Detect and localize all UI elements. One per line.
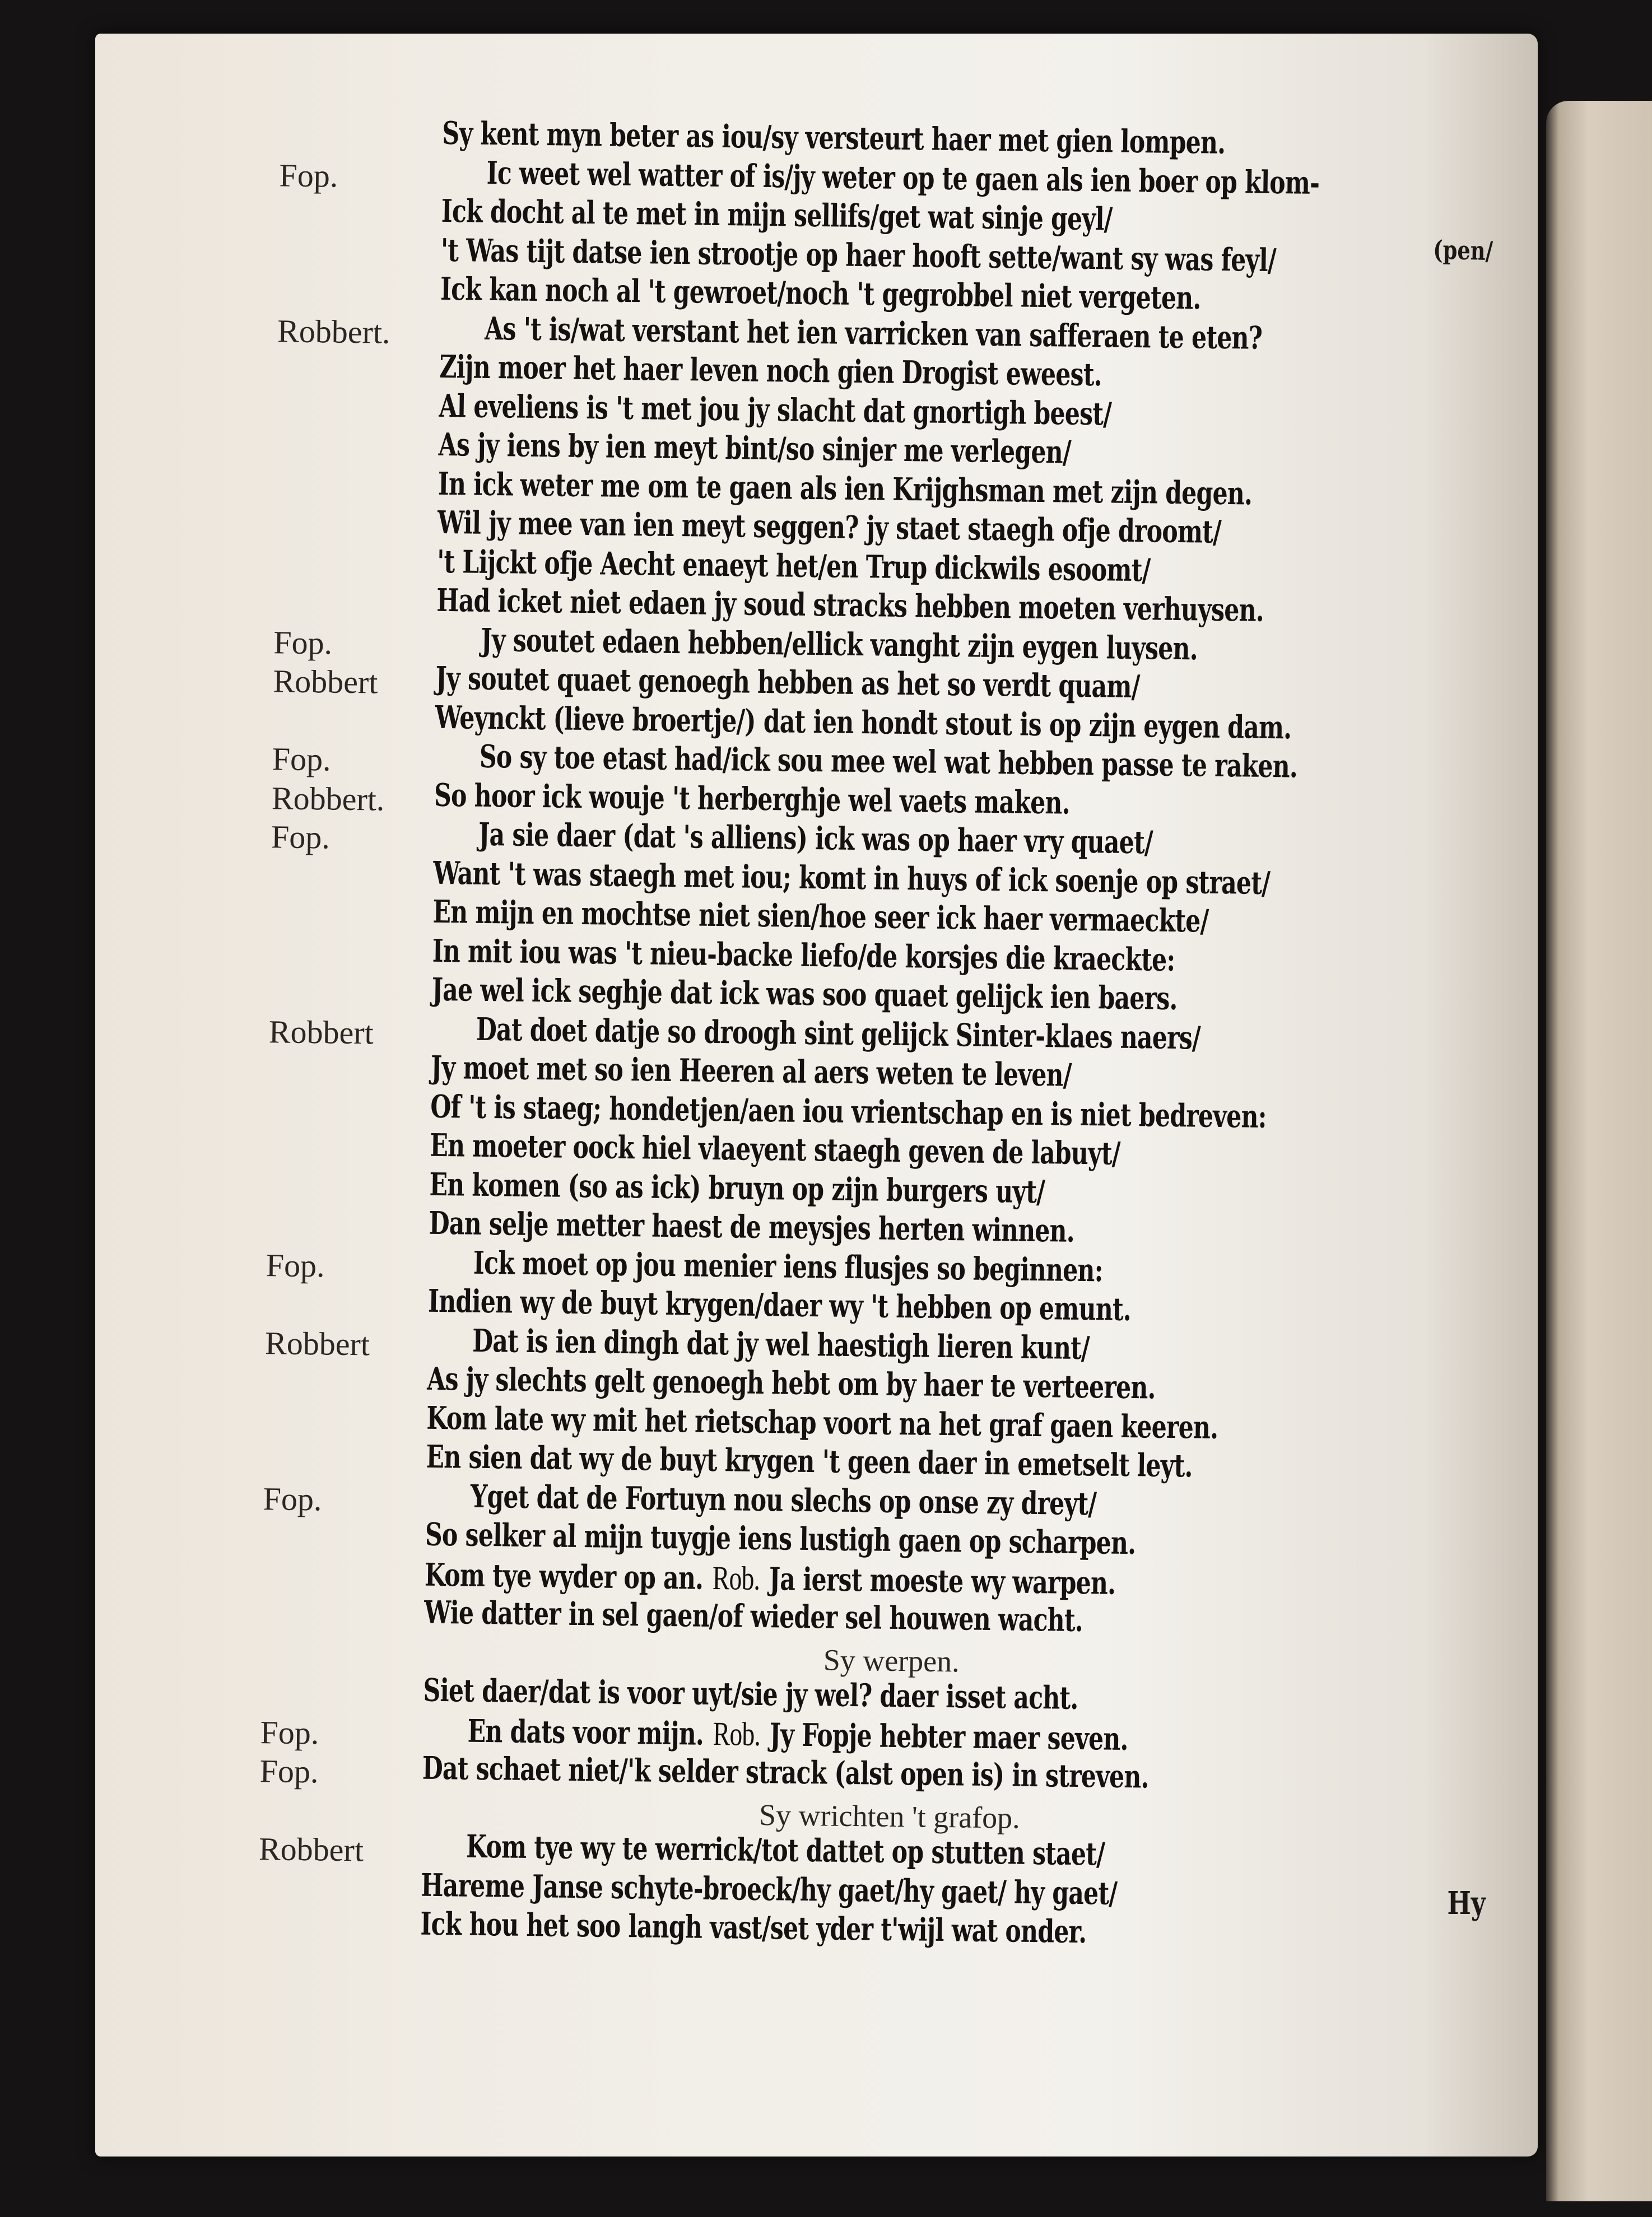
verse-text-part: Wie datter in sel gaen/of wieder sel houwen wacht.	[424, 1594, 1083, 1640]
verse-text-part: 't Was tijt datse ien strootje op haer hooft sette/want sy was feyl/	[440, 231, 1277, 279]
speaker-label: Fop.	[266, 1246, 325, 1284]
speaker-label: Robbert	[258, 1831, 364, 1869]
verse-text-part: Kom tye wy te werrick/tot dattet op stutten staet/	[466, 1828, 1105, 1873]
verse-text-part: Dat is ien dingh dat jy wel haestigh lieren kunt/	[472, 1322, 1090, 1367]
verse-text-part: Dan selje metter haest de meysjes herten winnen.	[429, 1204, 1075, 1250]
verse-text	[438, 426, 1071, 471]
verse-text	[434, 776, 1070, 821]
verse-text	[442, 115, 1226, 161]
verse-text	[441, 193, 1113, 238]
stage-direction: Sy wrichten 't grafop.	[758, 1797, 1021, 1835]
stage-direction: Sy werpen.	[823, 1642, 960, 1678]
verse-text	[470, 1478, 1096, 1522]
verse-text	[430, 1127, 1120, 1172]
verse-text-part: Wil jy mee van ien meyt seggen? jy staet staegh ofje droomt/	[437, 504, 1222, 551]
speaker-label: Fop.	[271, 818, 331, 856]
verse-text	[472, 1322, 1090, 1366]
verse-text-part: Ja sie daer (dat 's alliens) ick was op haer vry quaet/	[478, 816, 1153, 861]
verse-text	[431, 1049, 1072, 1094]
verse-text-part: Of 't is staeg; hondetjen/aen iou vrientschap en is niet bedreven:	[430, 1088, 1267, 1135]
verse-text-part: Yget dat de Fortuyn nou slechs op onse zy dreyt/	[470, 1478, 1097, 1522]
speaker-label: Robbert.	[277, 312, 390, 351]
catchword: Hy	[1447, 1885, 1486, 1922]
verse-text	[420, 1906, 1087, 1951]
verse-text-part: So selker al mijn tuygje iens lustigh gaen op scharpen.	[425, 1516, 1136, 1562]
verse-text	[424, 1594, 1083, 1639]
verse-text-part: In ick weter me om te gaen als ien Krijghsman met zijn degen.	[438, 465, 1253, 513]
verse-text-part: Ick moet op jou menier iens flusjes so beginnen:	[473, 1244, 1104, 1289]
verse-text-part: En komen (so as ick) bruyn op zijn burgers uyt/	[429, 1166, 1045, 1210]
verse-text-part: Hareme Janse schyte-broeck/hy gaet/hy gaet/ hy gaet/	[420, 1866, 1118, 1912]
verse-text	[439, 387, 1111, 432]
verse-text	[478, 816, 1153, 861]
verse-text-part: As jy iens by ien meyt bint/so sinjer me verlegen/	[438, 426, 1072, 471]
verse-text	[429, 1205, 1074, 1250]
verse-text-part: Jy Fopje hebter maer seven.	[769, 1716, 1129, 1758]
verse-text-part: Want 't was staegh met iou; komt in huys of ick soenje op straet/	[433, 854, 1271, 902]
verse-text-part: Dat schaet niet/'k selder strack (alst open is) in streven.	[422, 1749, 1150, 1796]
inline-speaker-label: Rob.	[713, 1715, 761, 1753]
verse-text	[429, 1166, 1045, 1210]
verse-text-part: En sien dat wy de buyt krygen 't geen daer in emetselt leyt.	[426, 1438, 1193, 1485]
speaker-label: Robbert	[273, 663, 378, 701]
verse-text-part: 't Lijckt ofje Aecht enaeyt het/en Trup dickwils esoomt/	[436, 543, 1151, 589]
verse-text-part: Ic weet wel watter of is/jy weter op te gaen als ien boer op klom-	[486, 154, 1320, 202]
verse-text-part: Indien wy de buyt krygen/daer wy 't hebben op emunt.	[427, 1282, 1132, 1329]
speaker-label: Fop.	[279, 156, 338, 194]
verse-text-part: Ick hou het soo langh vast/set yder t'wijl wat onder.	[420, 1905, 1087, 1951]
verse-text-part: Sy kent myn beter as iou/sy versteurt haer met gien lompen.	[442, 114, 1226, 161]
verse-text-part: In mit iou was 't nieu-backe liefo/de korsjes die kraeckte:	[432, 932, 1175, 979]
speaker-label: Fop.	[260, 1713, 319, 1751]
verse-text-part: En dats voor mijn.	[467, 1712, 704, 1753]
verse-text	[421, 1866, 1118, 1912]
verse-text-part: Jy moet met so ien Heeren al aers weten te leven/	[430, 1049, 1072, 1094]
verse-text	[466, 1828, 1105, 1873]
verse-text	[435, 660, 1140, 705]
verse-text-part: En moeter oock hiel vlaeyent staegh geven de labuyt/	[430, 1126, 1121, 1172]
verse-text-part: Jy soutet edaen hebben/ellick vanght zijn eygen luysen.	[481, 621, 1198, 667]
verse-text-part: Had icket niet edaen jy soud stracks hebben moeten verhuysen.	[436, 581, 1264, 629]
speaker-label: Fop.	[273, 623, 333, 662]
verse-text-part: Ja ierst moeste wy warpen.	[769, 1560, 1116, 1602]
verse-text-part: Kom late wy mit het rietschap voort na het graf gaen keeren.	[426, 1399, 1218, 1446]
verse-text-part: Zijn moer het haer leven noch gien Drogist eweest.	[439, 348, 1102, 394]
verse-text-part: Ick docht al te met in mijn sellifs/get wat sinje geyl/	[441, 192, 1113, 238]
verse-text-part: Dat doet datje so droogh sint gelijck Sinter-klaes naers/	[476, 1010, 1201, 1057]
verse-text	[437, 543, 1151, 589]
verse-text-part: So sy toe etast had/ick sou mee wel wat hebben passe te raken.	[479, 738, 1298, 785]
verse-text-part: En mijn en mochtse niet sien/hoe seer ick haer vermaeckte/	[432, 893, 1209, 940]
verse-text	[423, 1672, 1078, 1717]
speaker-label: Robbert	[264, 1324, 370, 1362]
verse-text-part: Weynckt (lieve broertje/) dat ien hondt stout is op zijn eygen dam.	[435, 698, 1292, 746]
verse-text-part: As jy slechts gelt genoegh hebt om by haer te verteeren.	[426, 1360, 1156, 1406]
verse-text-part: Jae wel ick seghje dat ick was soo quaet gelijck ien baers.	[431, 971, 1178, 1018]
inline-speaker-label: Rob.	[712, 1559, 760, 1597]
verse-text-part: Siet daer/dat is voor uyt/sie jy wel? daer isset acht.	[423, 1671, 1078, 1717]
verse-text-part: Jy soutet quaet genoegh hebben as het so verdt quam/	[435, 659, 1140, 706]
margin-note: (pen/	[1432, 234, 1493, 267]
speaker-label: Fop.	[272, 740, 332, 778]
speaker-label: Robbert	[268, 1013, 374, 1051]
verse-text-part: Al eveliens is 't met jou jy slacht dat gnortigh beest/	[439, 387, 1112, 433]
verse-text-part: Kom tye wyder op an.	[424, 1556, 704, 1597]
verse-text	[439, 348, 1102, 393]
verse-text	[425, 1516, 1136, 1562]
verse-text-part: Ick kan noch al 't gewroet/noch 't gegrobbel niet vergeten.	[440, 270, 1201, 317]
verse-text-part: As 't is/wat verstant het ien varricken van safferaen te eten?	[484, 310, 1263, 357]
verse-text	[428, 1283, 1132, 1328]
verse-text	[473, 1244, 1104, 1289]
speaker-label: Fop.	[259, 1753, 319, 1790]
verse-text-part: So hoor ick wouje 't herberghje wel vaets maken.	[434, 776, 1071, 822]
speaker-label: Robbert.	[271, 779, 385, 818]
speaker-label: Fop.	[263, 1480, 322, 1517]
